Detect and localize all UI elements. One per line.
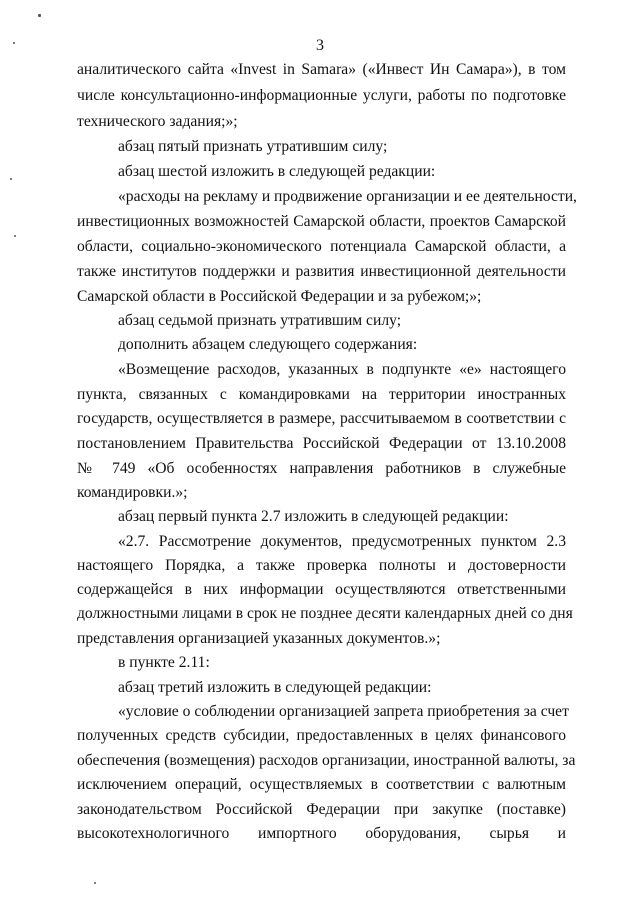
page-number: 3: [316, 37, 324, 54]
text-line: командировки.»;: [77, 484, 188, 501]
text-line: «расходы на рекламу и продвижение организации и ее деятельности,: [118, 188, 577, 205]
text-line: № 749 «Об особенностях направления работников в служебные: [77, 460, 566, 477]
scan-speck: [38, 14, 41, 17]
text-line: также институтов поддержки и развития инвестиционной деятельности: [77, 263, 566, 280]
text-line: Самарской области в Российской Федерации и за рубежом;»;: [77, 288, 482, 305]
text-line: законодательством Российской Федерации при закупке (поставке): [77, 801, 566, 818]
text-line: абзац третий изложить в следующей редакции:: [118, 679, 432, 696]
text-line: постановлением Правительства Российской Федерации от 13.10.2008: [77, 435, 566, 452]
text-line: должностными лицами в срок не позднее десяти календарных дней со дня: [77, 605, 573, 622]
text-line: абзац седьмой признать утратившим силу;: [118, 312, 402, 329]
text-line: технического задания;»;: [77, 113, 238, 130]
scan-speck: [13, 42, 15, 44]
text-line: полученных средств субсидии, предоставленных в целях финансового: [77, 727, 566, 744]
text-line: «условие о соблюдении организацией запрета приобретения за счет: [118, 703, 569, 720]
text-line: настоящего Порядка, а также проверка полноты и достоверности: [77, 557, 566, 574]
text-line: в пункте 2.11:: [118, 654, 210, 671]
text-line: «2.7. Рассмотрение документов, предусмотренных пунктом 2.3: [118, 533, 566, 550]
text-line: дополнить абзацем следующего содержания:: [118, 336, 418, 353]
text-line: инвестиционных возможностей Самарской области, проектов Самарской: [77, 213, 566, 230]
text-line: высокотехнологичного импортного оборудования, сырья и: [77, 825, 566, 842]
text-line: содержащейся в них информации осуществляются ответственными: [77, 581, 566, 598]
text-line: пункта, связанных с командировками на территории иностранных: [77, 386, 566, 403]
text-line: абзац шестой изложить в следующей редакции:: [118, 163, 436, 180]
text-line: представления организацией указанных документов.»;: [77, 630, 441, 647]
text-line: обеспечения (возмещения) расходов организации, иностранной валюты, за: [77, 752, 576, 769]
text-line: «Возмещение расходов, указанных в подпункте «е» настоящего: [118, 361, 566, 378]
scan-speck: [10, 178, 12, 180]
scan-speck: [94, 882, 96, 884]
text-line: исключением операций, осуществляемых в соответствии с валютным: [77, 776, 566, 793]
scan-speck: [14, 235, 16, 237]
text-line: числе консультационно-информационные услуги, работы по подготовке: [77, 87, 566, 104]
text-line: области, социально-экономического потенциала Самарской области, а: [77, 238, 566, 255]
text-line: абзац пятый признать утратившим силу;: [118, 138, 388, 155]
text-line: аналитического сайта «Invest in Samara» («Инвест Ин Самара»), в том: [77, 61, 566, 78]
text-line: абзац первый пункта 2.7 изложить в следующей редакции:: [118, 508, 509, 525]
text-line: государств, осуществляется в размере, рассчитываемом в соответствии с: [77, 410, 566, 427]
